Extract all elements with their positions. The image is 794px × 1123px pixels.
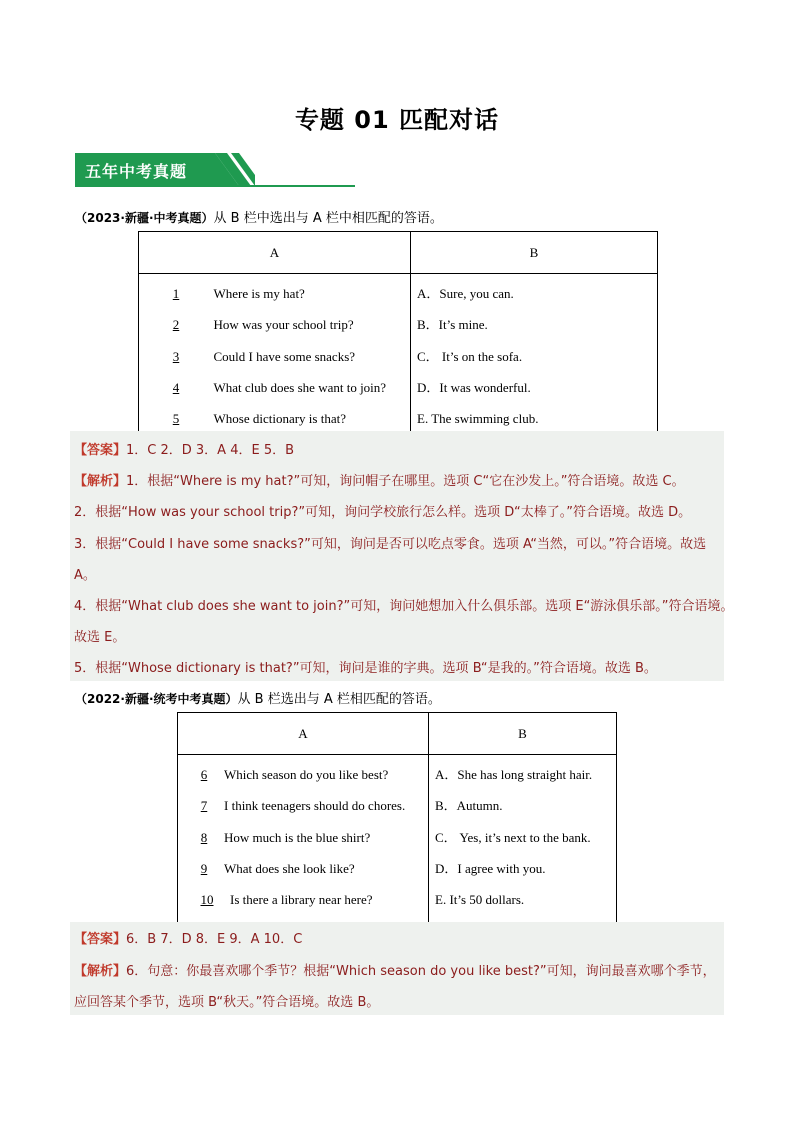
q2-source: （2022·新疆·统考中考真题） [75, 692, 238, 706]
q1-instruction: 从 B 栏中选出与 A 栏中相匹配的答语。 [213, 211, 443, 226]
list-item: A．She has long straight hair. [435, 767, 593, 782]
list-item: C． It’s on the sofa. [417, 348, 523, 364]
list-item: E. It’s 50 dollars. [435, 892, 525, 908]
list-item: E. The swimming club. [417, 411, 539, 427]
q2-col-b [429, 755, 617, 924]
list-item: D．I agree with you. [435, 860, 546, 876]
list-item: 4 What club does she want to join? [172, 379, 387, 395]
q1-col-b-header: B [411, 232, 658, 274]
q2-instruction: 从 B 栏选出与 A 栏相匹配的答语。 [237, 692, 441, 707]
q1-analysis-line: 4．根据“What club does she want to join?”可知，询问她想加入什么俱乐部。选项 E“游泳俱乐部。”符合语境。 [74, 599, 734, 614]
list-item: 2 How was your school trip? [172, 317, 354, 333]
q1-answer: 【答案】1．C 2．D 3．A 4．E 5．B [74, 443, 295, 458]
list-item: 5 Whose dictionary is that? [172, 411, 346, 427]
list-item: B．Autumn. [435, 798, 503, 814]
banner-underline [75, 185, 355, 187]
q2-answer-box [70, 922, 724, 1015]
q1-col-a [139, 274, 411, 443]
q1-analysis-line: 故选 E。 [74, 630, 126, 645]
list-item: D．It was wonderful. [417, 379, 531, 395]
q2-analysis-line: 【解析】6．句意：你最喜欢哪个季节？根据“Which season do you like best?”可知，询问最喜欢哪个季节， [74, 964, 716, 979]
q1-analysis-line: A。 [74, 568, 96, 583]
list-item: 8 How much is the blue shirt? [200, 829, 371, 845]
list-item: A．Sure, you can. [417, 286, 514, 301]
q1-col-a-header: A [139, 232, 411, 274]
list-item: C． Yes, it’s next to the bank. [435, 829, 591, 845]
list-item: B．It’s mine. [417, 317, 488, 333]
page-title: 专题 01 匹配对话 [294, 106, 500, 134]
list-item: 6 Which season do you like best? [200, 767, 389, 782]
q2-col-a [178, 755, 429, 924]
q1-answer-box [70, 431, 734, 681]
q1-analysis-line: 【解析】1．根据“Where is my hat?”可知，询问帽子在哪里。选项 C“它在沙发上。”符合语境。故选 C。 [74, 474, 685, 489]
list-item: 1 Where is my hat? [172, 286, 305, 301]
q2-intro [75, 688, 441, 707]
list-item: 10 Is there a library near here? [200, 892, 373, 908]
q2-table [177, 712, 617, 924]
q1-analysis-line: 5．根据“Whose dictionary is that?”可知，询问是谁的字典。选项 B“是我的。”符合语境。故选 B。 [74, 661, 657, 676]
q1-analysis-line: 3．根据“Could I have some snacks?”可知，询问是否可以吃点零食。选项 A“当然，可以。”符合语境。故选 [74, 537, 707, 552]
list-item: 9 What does she look like? [200, 860, 355, 876]
q1-intro [75, 207, 443, 226]
q2-analysis-line: 应回答某个季节，选项 B“秋天。”符合语境。故选 B。 [74, 995, 380, 1010]
q1-col-b [411, 274, 658, 443]
banner-label: 五年中考真题 [85, 162, 188, 181]
q1-analysis-line: 2．根据“How was your school trip?”可知，询问学校旅行怎么样。选项 D“太棒了。”符合语境。故选 D。 [74, 505, 692, 520]
q1-source: （2023·新疆·中考真题） [75, 211, 214, 225]
q2-col-a-header: A [178, 713, 429, 755]
q2-answer: 【答案】6．B 7．D 8．E 9．A 10．C [74, 932, 303, 947]
q1-table [138, 231, 658, 443]
list-item: 7 I think teenagers should do chores. [200, 798, 406, 814]
list-item: 3 Could I have some snacks? [172, 348, 356, 364]
q2-col-b-header: B [429, 713, 617, 755]
section-banner [75, 153, 255, 186]
